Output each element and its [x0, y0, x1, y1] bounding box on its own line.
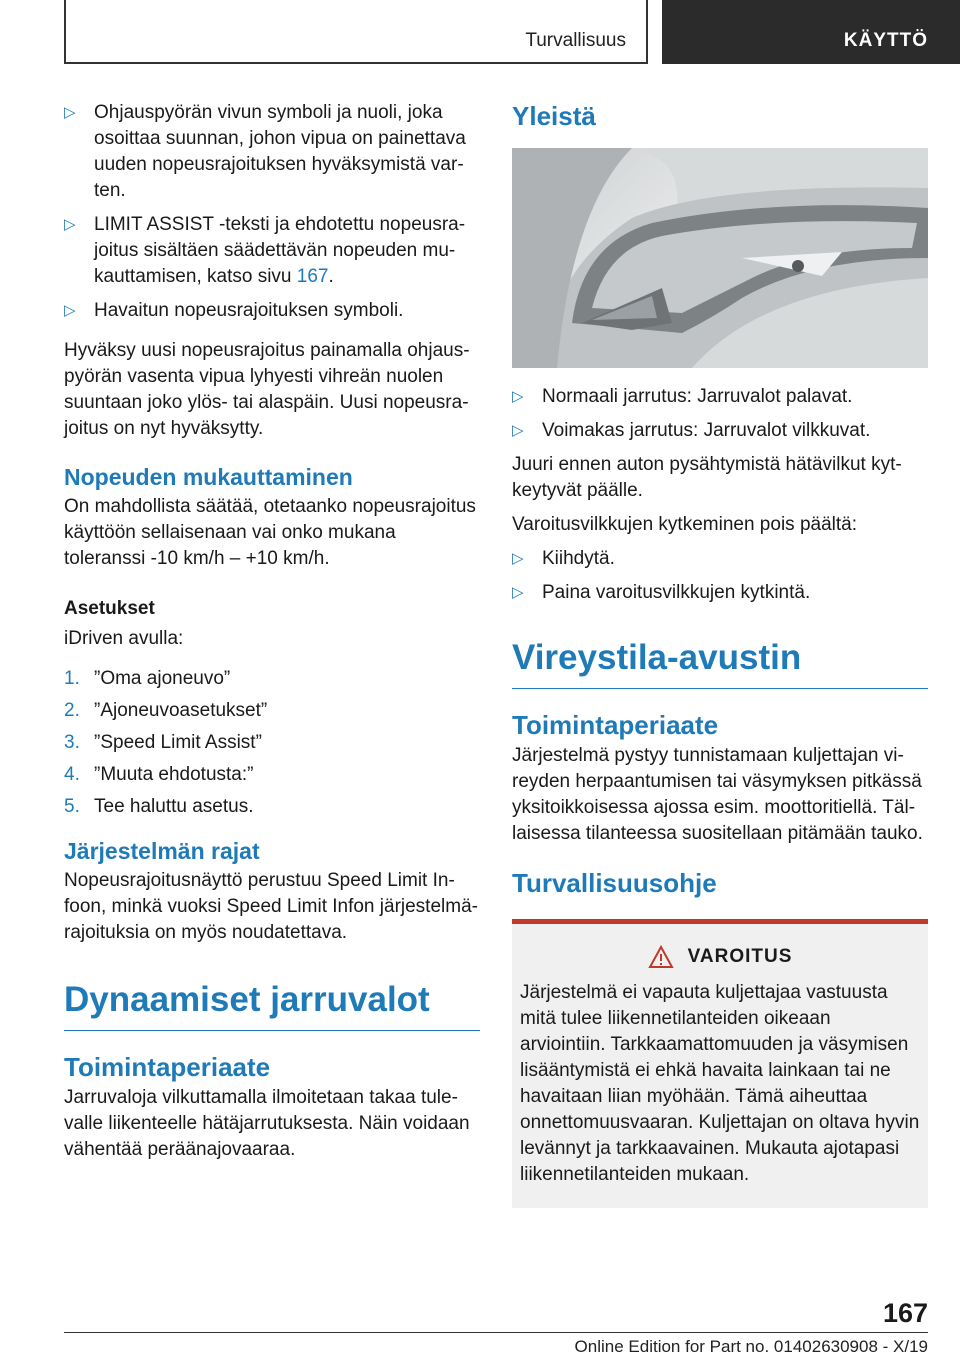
list-item: ▷ Kiihdytä.: [512, 546, 928, 572]
triangle-bullet-icon: ▷: [64, 104, 76, 121]
step-item: 2. ”Ajoneuvoasetukset”: [64, 700, 268, 721]
subheading: Asetukset: [64, 598, 155, 619]
warning-text: Järjestelmä ei vapauta kuljettajaa vastuusta mitä tulee liikennetilanteiden oikeaan arviointiin. Tarkkaamattomuuden ja väsymisen lisääntymistä ei ehkä havaita lainkaan tai ne havaitaan liian myöhään. Tämä aiheuttaa onnettomuusvaaran. Kuljettajan on oltava hyvin levännyt ja tarkkaavainen. Mukauta ajotapasi liikennetilanteiden mukaan.: [520, 982, 920, 1185]
list-item: ▷ Ohjauspyörän vivun symboli ja nuoli, joka osoittaa suunnan, johon vipua on painettava uuden nopeusrajoituksen hyväksymistä varten.: [64, 100, 480, 204]
list-item: ▷ Normaali jarrutus: Jarruvalot palavat.: [512, 384, 928, 410]
chapter-label: KÄYTTÖ: [843, 30, 928, 51]
paragraph: Juuri ennen auton pysähtymistä hätävilkut kytkeytyvät päälle.: [512, 454, 902, 501]
page-number: 167: [882, 1298, 928, 1328]
section-heading: Turvallisuusohje: [512, 868, 717, 898]
triangle-bullet-icon: ▷: [512, 550, 524, 567]
section-title: Turvallisuus: [525, 30, 626, 51]
paragraph: On mahdollista säätää, otetaanko nopeusrajoitus käyttöön sellaisenaan vai onko mukana toleranssi -10 km/h – +10 km/h.: [64, 496, 476, 569]
paragraph: Varoitusvilkkujen kytkeminen pois päältä:: [512, 514, 857, 535]
paragraph: iDriven avulla:: [64, 628, 184, 649]
chapter-heading-block: [512, 636, 928, 689]
step-item: 3. ”Speed Limit Assist”: [64, 732, 262, 753]
paragraph: Nopeusrajoitusnäyttö perustuu Speed Limit Infoon, minkä vuoksi Speed Limit Infon järjestelmärajoituksia on myös noudatettava.: [64, 870, 478, 943]
triangle-bullet-icon: ▷: [64, 302, 76, 319]
list-item: ▷ Voimakas jarrutus: Jarruvalot vilkkuvat.: [512, 418, 928, 444]
section-heading: Toimintaperiaate: [512, 710, 719, 740]
paragraph: Hyväksy uusi nopeusrajoitus painamalla ohjauspyörän vasenta vipua lyhyesti vihreän nuolen suuntaan joko ylös- tai alaspäin. Uusi nopeusrajoitus on nyt hyväksytty.: [64, 340, 470, 439]
list-item: ▷ Havaitun nopeusrajoituksen symboli.: [64, 298, 480, 324]
list-item: ▷ Paina varoitusvilkkujen kytkintä.: [512, 580, 928, 606]
left-column: [64, 100, 480, 1163]
step-item: 4. ”Muuta ehdotusta:”: [64, 764, 254, 785]
step-item: 5. Tee haluttu asetus.: [64, 796, 254, 817]
bullet-list: [512, 384, 928, 444]
warning-header: [520, 944, 920, 970]
warning-box: [512, 919, 928, 1208]
right-column: [512, 100, 928, 1208]
page-link[interactable]: 167: [296, 266, 329, 287]
section-heading: Järjestelmän rajat: [64, 838, 260, 864]
tail-light-illustration: [512, 148, 928, 368]
chapter-heading-block: [64, 978, 480, 1031]
triangle-bullet-icon: ▷: [512, 422, 524, 439]
chapter-heading: Vireystila-avustin: [512, 638, 802, 677]
triangle-bullet-icon: ▷: [64, 216, 76, 233]
section-heading: Yleistä: [512, 101, 596, 131]
section-heading: Nopeuden mukauttaminen: [64, 464, 353, 490]
step-item: 1. ”Oma ajoneuvo”: [64, 668, 231, 689]
footer-edition: Online Edition for Part no. 01402630908 - X/19: [574, 1337, 928, 1356]
chapter-heading: Dynaamiset jarruvalot: [64, 980, 430, 1019]
paragraph: Jarruvaloja vilkuttamalla ilmoitetaan takaa tulevalle liikenteelle hätäjarrutuksesta. Näin voidaan vähentää peräänajovaaraa.: [64, 1087, 470, 1160]
warning-title: VAROITUS: [687, 946, 793, 967]
footer-divider: [64, 1332, 928, 1333]
triangle-bullet-icon: ▷: [512, 388, 524, 405]
chapter-tab: [662, 0, 960, 64]
list-item: ▷ LIMIT ASSIST -teksti ja ehdotettu nopeusrajoitus sisältäen säädettävän nopeuden mukauttamisen, katso sivu 167.: [64, 212, 480, 290]
tail-light-photo: [512, 148, 928, 368]
section-heading: Toimintaperiaate: [64, 1052, 271, 1082]
warning-triangle-icon: [648, 945, 674, 969]
triangle-bullet-icon: ▷: [512, 584, 524, 601]
paragraph: Järjestelmä pystyy tunnistamaan kuljettajan vireyden herpaantumisen tai väsymyksen pitkässä yksitoikkoisessa ajossa esim. moottoritiellä. Tällaisessa tilanteessa suositellaan pitämään tauko.: [512, 745, 923, 844]
